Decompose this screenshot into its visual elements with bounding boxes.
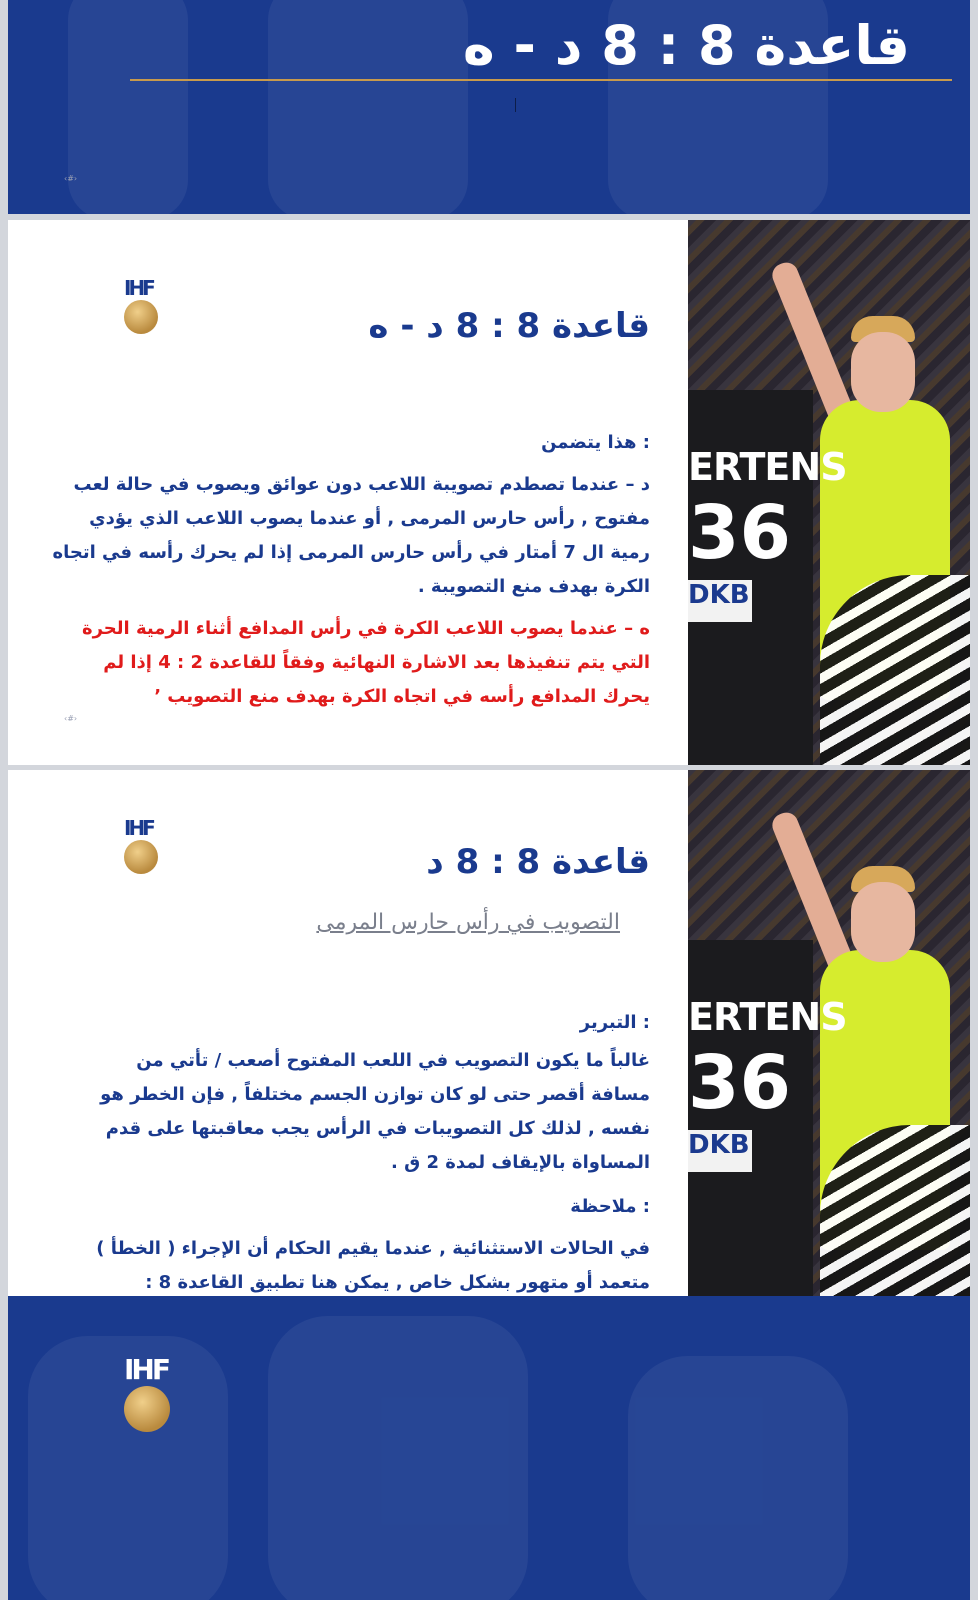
jersey-name: ERTENS bbox=[688, 445, 847, 489]
referee-head bbox=[851, 332, 915, 412]
slide-title: قاعدة 8 : 8 د - ه bbox=[368, 306, 650, 346]
ihf-logo bbox=[124, 1353, 184, 1456]
handball-icon bbox=[124, 1386, 170, 1432]
ihf-logo-text: IHF bbox=[124, 816, 153, 840]
referee-photo bbox=[688, 220, 970, 765]
background-player-figure bbox=[628, 1356, 848, 1600]
intro-label: : هذا يتضمن bbox=[541, 432, 650, 453]
background-player-figure bbox=[68, 0, 188, 214]
handball-icon bbox=[124, 840, 158, 874]
slide-title: قاعدة 8 : 8 د bbox=[426, 842, 650, 882]
closing-banner-slide bbox=[8, 1296, 970, 1600]
slide-number-placeholder: ‹#› bbox=[64, 174, 78, 183]
jersey-sponsor: DKB bbox=[688, 1130, 752, 1172]
jersey-number: 36 bbox=[688, 1040, 791, 1126]
justification-label: : التبرير bbox=[579, 1012, 650, 1033]
handball-icon bbox=[124, 300, 158, 334]
ihf-logo bbox=[124, 278, 164, 348]
slide-subtitle: التصويب في رأس حارس المرمى bbox=[316, 910, 620, 935]
ihf-logo-text: IHF bbox=[124, 276, 153, 300]
stripe-graphic bbox=[820, 575, 970, 765]
rule-d-text: د – عندما تصطدم تصويبة اللاعب دون عوائق ويصوب في حالة لعب مفتوح , رأس حارس المرمى , أو عندما يصوب اللاعب الذي يؤدي رمية ال 7 أمتار في رأس حارس المرمى إذا لم يحرك رأسه في اتجاه الكرة بهدف منع التصويبة . bbox=[52, 474, 650, 597]
title-banner-slide bbox=[8, 0, 970, 214]
title-underline bbox=[130, 79, 952, 81]
justification-text: غالباً ما يكون التصويب في اللعب المفتوح أصعب / تأتي من مسافة أقصر حتى لو كان توازن الجسم مختلفاً , فإن الخطر هو نفسه , لذلك كل التصويبات في الرأس يجب معاقبتها على قدم المساواة بالإيقاف لمدة 2 ق . bbox=[100, 1050, 650, 1173]
text-cursor-mark bbox=[515, 98, 516, 112]
note-label: : ملاحظة bbox=[570, 1196, 650, 1217]
jersey-name: ERTENS bbox=[688, 995, 847, 1039]
rule-8-8-de-slide bbox=[8, 220, 970, 765]
background-player-figure bbox=[268, 0, 468, 214]
rule-h-text: ه – عندما يصوب اللاعب الكرة في رأس المدافع أثناء الرمية الحرة التي يتم تنفيذها بعد الاشارة النهائية وفقاً للقاعدة 2 : 4 إذا لم يحرك المدافع رأسه في اتجاه الكرة بهدف منع التصويب ’ bbox=[81, 618, 650, 707]
background-player-figure bbox=[268, 1316, 528, 1600]
referee-head bbox=[851, 882, 915, 962]
rule-8-8-d-slide bbox=[8, 770, 970, 1315]
ihf-logo-text: IHF bbox=[124, 1353, 168, 1386]
stripe-graphic bbox=[820, 1125, 970, 1315]
slide-number-placeholder: ‹#› bbox=[64, 714, 78, 723]
ihf-logo bbox=[124, 818, 164, 888]
note-text: في الحالات الاستثنائية , عندما يقيم الحكام أن الإجراء ( الخطأ ) متعمد أو متهور بشكل خاص , يمكن هنا تطبيق القاعدة 8 : bbox=[96, 1238, 650, 1293]
referee-photo bbox=[688, 770, 970, 1315]
banner-title: قاعدة 8 : 8 د - ه bbox=[462, 14, 910, 77]
jersey-number: 36 bbox=[688, 490, 791, 576]
jersey-sponsor: DKB bbox=[688, 580, 752, 622]
